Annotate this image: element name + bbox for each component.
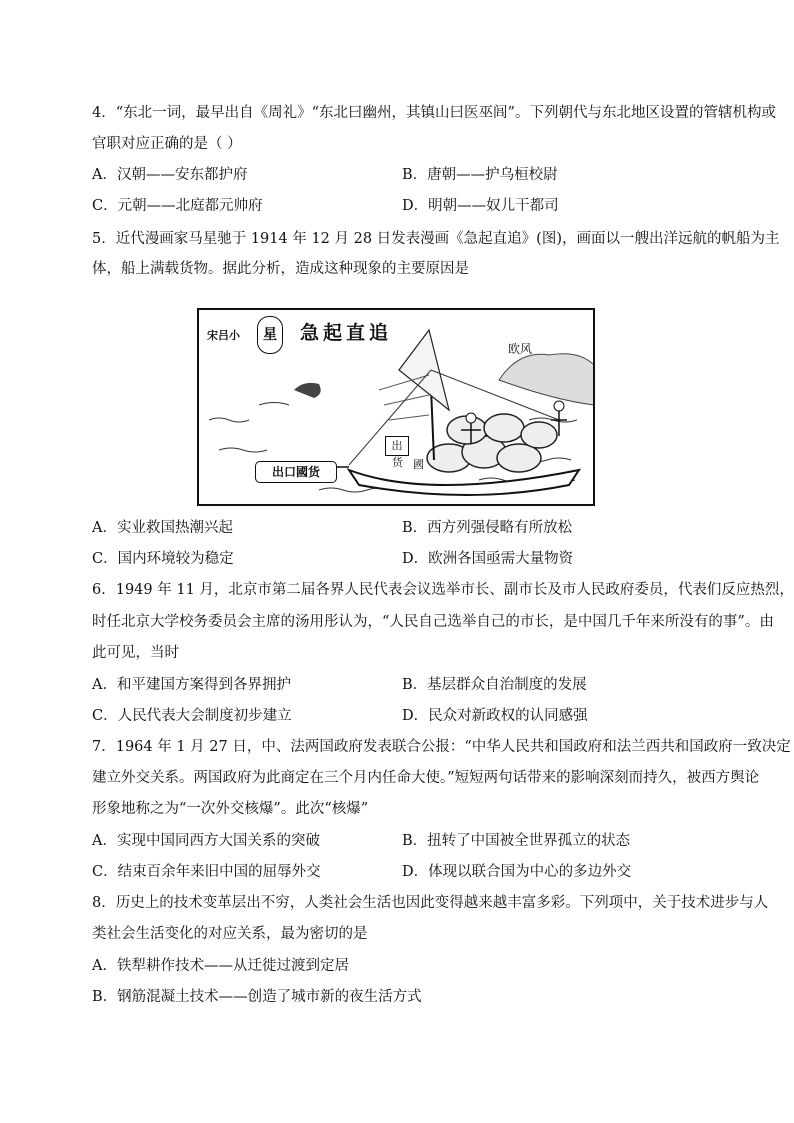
q6-stem-line-1: 6．1949 年 11 月，北京市第二届各界人民代表会议选举市长、副市长及市人民政府委员，代表们反应热烈， — [92, 582, 794, 598]
cartoon-title: 急起直追 — [300, 322, 393, 344]
cartoon-bag-label-chu: 出 — [385, 436, 409, 456]
q7-stem-line-1: 7．1964 年 1 月 27 日，中、法两国政府发表联合公报：“中华人民共和国政府和法兰西共和国政府一致决定 — [92, 739, 791, 755]
cartoon-bag-label-guo: 國 — [413, 458, 424, 471]
q4-option-d: D．明朝——奴儿干都司 — [402, 198, 559, 214]
q4-stem-line-1: 4．“东北一词，最早出自《周礼》“东北曰幽州，其镇山曰医巫闾”。下列朝代与东北地区设置的管辖机构或 — [92, 105, 776, 121]
cartoon-export-goods-label: 出口國货 — [255, 461, 337, 483]
q7-stem-line-3: 形象地称之为“一次外交核爆”。此次“核爆” — [92, 801, 369, 817]
q7-option-c: C．结束百余年来旧中国的屈辱外交 — [92, 864, 321, 880]
q8-stem-line-1: 8．历史上的技术变革层出不穷，人类社会生活也因此变得越来越丰富多彩。下列项中，关于技术进步与人 — [92, 895, 769, 911]
q8-option-b: B．钢筋混凝土技术——创造了城市新的夜生活方式 — [92, 989, 422, 1005]
q7-option-b: B．扭转了中国被全世界孤立的状态 — [402, 833, 631, 849]
cartoon-european-wind-label: 欧风 — [508, 342, 533, 356]
q5-option-a: A．实业救国热潮兴起 — [92, 520, 233, 536]
cartoon-author: 宋吕小 — [207, 329, 240, 342]
cartoon-bag-label-huo: 货 — [392, 456, 403, 469]
q7-option-d: D．体现以联合国为中心的多边外交 — [402, 864, 632, 880]
q5-stem-line-1: 5．近代漫画家马星驰于 1914 年 12 月 28 日发表漫画《急起直追》(图)，画面以一艘出洋远航的帆船为主 — [92, 231, 780, 247]
q6-option-a: A．和平建国方案得到各界拥护 — [92, 677, 291, 693]
q4-option-a: A．汉朝——安东都护府 — [92, 167, 248, 183]
q6-stem-line-3: 此可见，当时 — [92, 645, 179, 661]
q8-option-a: A．铁犁耕作技术——从迁徙过渡到定居 — [92, 958, 349, 974]
q5-option-d: D．欧洲各国亟需大量物资 — [402, 551, 574, 567]
q7-stem-line-2: 建立外交关系。两国政府为此商定在三个月内任命大使。”短短两句话带来的影响深刻而持久，被西方舆论 — [92, 770, 760, 786]
cartoon-artist-seal: 星 — [257, 316, 283, 354]
q4-option-b: B．唐朝——护乌桓校尉 — [402, 167, 558, 183]
q8-stem-line-2: 类社会生活变化的对应关系，最为密切的是 — [92, 926, 368, 942]
q7-option-a: A．实现中国同西方大国关系的突破 — [92, 833, 320, 849]
q5-stem-line-2: 体，船上满载货物。据此分析，造成这种现象的主要原因是 — [92, 261, 469, 277]
q5-option-c: C．国内环境较为稳定 — [92, 551, 234, 567]
q6-option-b: B．基层群众自治制度的发展 — [402, 677, 587, 693]
q5-option-b: B．西方列强侵略有所放松 — [402, 520, 573, 536]
q4-stem-line-2: 官职对应正确的是（ ） — [92, 136, 242, 152]
q6-stem-line-2: 时任北京大学校务委员会主席的汤用彤认为，“人民自己选举自己的市长，是中国几千年来所没有的事”。由 — [92, 614, 774, 630]
q6-option-c: C．人民代表大会制度初步建立 — [92, 708, 292, 724]
q6-option-d: D．民众对新政权的认同感强 — [402, 708, 588, 724]
q4-option-c: C．元朝——北庭都元帅府 — [92, 198, 263, 214]
